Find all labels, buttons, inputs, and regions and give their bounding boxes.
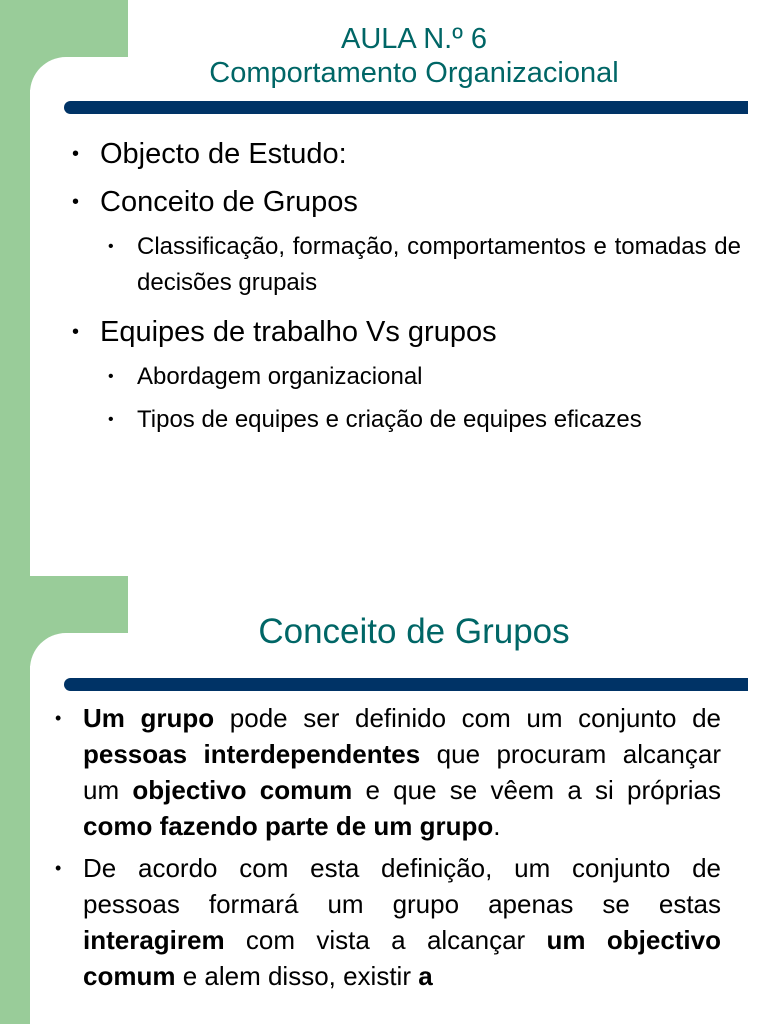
bold-um-grupo: Um grupo [83,703,215,733]
sub-bullet-tipos: • Tipos de equipes e criação de equipes eficazes [103,402,741,438]
bullet-equipes-label: Equipes de trabalho Vs grupos [100,316,497,348]
slide-1-bullet-list [72,137,741,452]
title-line-1: AULA N.º 6 [341,23,487,55]
sub-bullet-abordagem: • Abordagem organizacional [103,359,741,395]
text-span: De acordo com esta definição, um conjunto de pessoas formará um grupo apenas se estas [83,853,721,919]
text-span: com vista a alcançar [224,925,547,955]
paragraph-acordo [55,850,721,994]
text-span: . [493,811,501,841]
title-divider [64,678,748,691]
slide-2-title: Conceito de Grupos [258,612,570,651]
slide-1-title [60,22,768,90]
equipes-sub-list [100,359,741,438]
bold-pessoas: pessoas interdependentes [83,739,421,769]
bullet-conceito [72,185,741,301]
conceito-sub-list [100,229,741,301]
slide-2 [0,576,768,1024]
text-span: e alem disso, existir [175,961,419,991]
bold-objectivo: objectivo comum [132,775,353,805]
bullet-objecto: • Objecto de Estudo: [72,137,741,171]
bold-objectivo-comum: um objectivo comum [83,925,722,991]
slide-2-bullet-list [55,700,721,1000]
text-span: pode ser definido com um conjunto de [214,703,722,733]
title-line-2: Comportamento Organizacional [209,57,619,89]
text-span: que procuram alcançar um [83,739,722,805]
text-span: e que se vêem a si próprias [352,775,721,805]
bullet-conceito-label: Conceito de Grupos [100,186,358,218]
title-divider [64,101,748,114]
bold-fazendo-parte: como fazendo parte de um grupo [83,811,494,841]
paragraph-definicao [55,700,721,844]
sub-bullet-classificacao: • Classificação, formação, comportamentos e tomadas de decisões grupais [103,229,741,301]
bold-a: a [418,961,433,991]
bullet-equipes [72,315,741,438]
bold-interagirem: interagirem [83,925,225,955]
